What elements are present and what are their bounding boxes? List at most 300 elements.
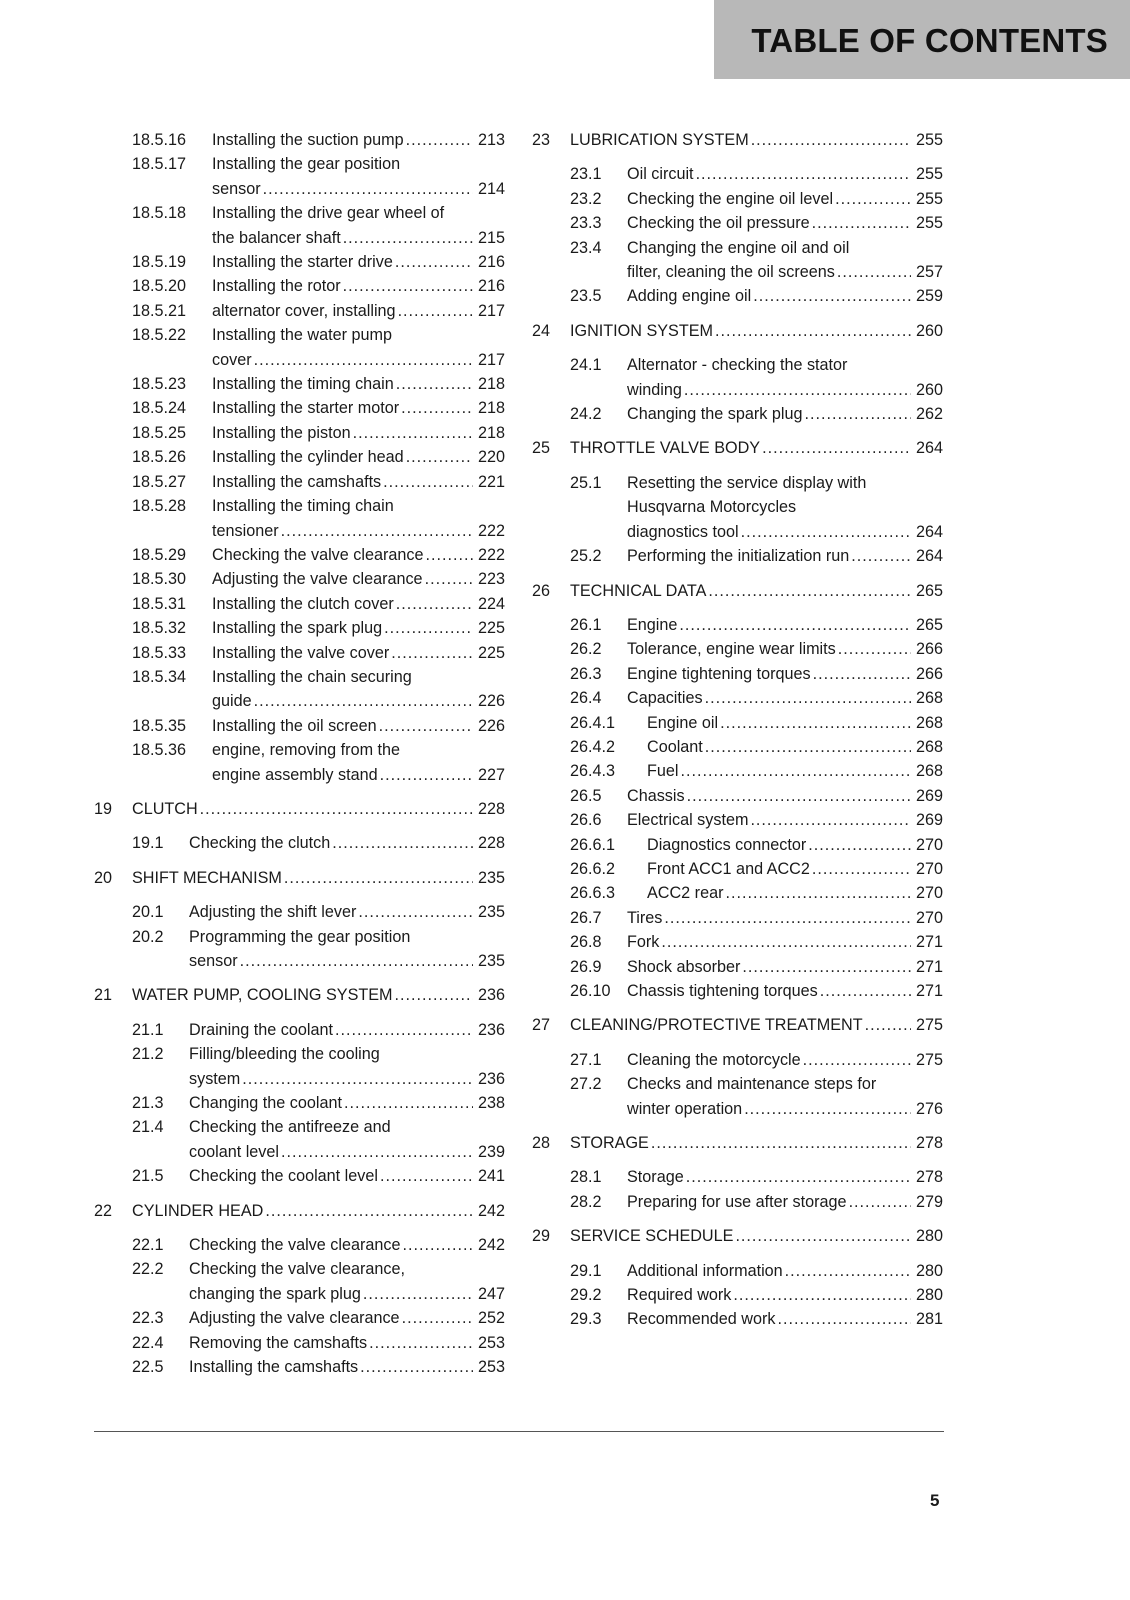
toc-number: 24.1 <box>570 356 602 375</box>
toc-title-line: Changing the spark plug <box>627 405 803 424</box>
toc-number: 24.2 <box>570 405 602 424</box>
toc-page: 255 <box>915 189 943 208</box>
toc-entry[interactable] <box>532 544 943 568</box>
toc-entry[interactable] <box>94 1257 505 1306</box>
toc-title-line: Installing the suction pump <box>212 131 404 149</box>
toc-page: 223 <box>477 570 505 589</box>
toc-entry[interactable] <box>94 250 505 274</box>
toc-title-line: engine, removing from the <box>212 741 401 760</box>
toc-page: 215 <box>477 228 505 247</box>
toc-title-line: Installing the timing chain <box>212 497 394 516</box>
toc-chapter[interactable] <box>532 1131 943 1155</box>
page-title: TABLE OF CONTENTS <box>751 22 1108 59</box>
toc-page: 214 <box>477 179 505 198</box>
toc-entry[interactable] <box>94 1355 505 1379</box>
toc-page: 260 <box>915 321 943 340</box>
toc-entry[interactable] <box>94 1042 505 1091</box>
dot-leader <box>343 274 473 298</box>
toc-title-line: Installing the timing chain <box>212 375 394 394</box>
toc-page: 242 <box>477 1236 505 1255</box>
toc-number: 20.2 <box>132 927 164 946</box>
toc-title-line: diagnostics tool <box>627 522 739 541</box>
toc-entry[interactable] <box>94 567 505 591</box>
toc-number: 18.5.18 <box>132 204 187 223</box>
toc-page: 218 <box>477 423 505 442</box>
toc-number: 23.4 <box>570 238 602 257</box>
dot-leader <box>380 763 473 787</box>
toc-title-line: Programming the gear position <box>189 927 411 946</box>
toc-number: 18.5.26 <box>132 448 187 467</box>
dot-leader <box>687 784 911 808</box>
toc-title-line: Electrical system <box>627 811 749 830</box>
toc-entry[interactable] <box>94 1331 505 1355</box>
toc-chapter[interactable] <box>532 579 943 603</box>
dot-leader <box>735 1224 911 1248</box>
dot-leader <box>402 1233 473 1257</box>
toc-title-line: Additional information <box>627 1261 783 1280</box>
toc-entry[interactable] <box>94 831 505 855</box>
toc-page: 268 <box>915 737 943 756</box>
toc-page: 217 <box>477 350 505 369</box>
toc-page: 235 <box>477 952 505 970</box>
toc-page: 266 <box>915 640 943 659</box>
dot-leader <box>353 421 473 445</box>
toc-title-line: Engine tightening torques <box>627 664 811 683</box>
toc-entry[interactable] <box>532 613 943 637</box>
toc-title-line: Installing the drive gear wheel of <box>212 204 445 223</box>
dot-leader <box>379 714 473 738</box>
dot-leader <box>369 1331 473 1355</box>
dot-leader <box>803 1048 911 1072</box>
toc-number: 28.1 <box>570 1168 602 1187</box>
toc-page: 280 <box>915 1227 943 1246</box>
toc-title-line: system <box>189 1069 241 1088</box>
toc-entry[interactable] <box>94 616 505 640</box>
page-number: 5 <box>930 1491 940 1510</box>
toc-number: 26.5 <box>570 786 602 805</box>
toc-page: 227 <box>477 765 505 784</box>
toc-entry[interactable] <box>94 1233 505 1257</box>
toc-entry[interactable] <box>94 1115 505 1164</box>
toc-entry[interactable] <box>94 470 505 494</box>
toc-chapter[interactable] <box>532 128 943 152</box>
toc-page: 262 <box>915 405 943 424</box>
toc-title-line: sensor <box>212 179 261 198</box>
toc-number: 22.1 <box>132 1236 164 1255</box>
toc-entry[interactable] <box>532 979 943 1003</box>
toc-number: 18.5.31 <box>132 594 187 613</box>
toc-title-line: tensioner <box>212 521 279 540</box>
dot-leader <box>820 979 911 1003</box>
toc-number: 23.2 <box>570 189 602 208</box>
toc-page: 270 <box>915 835 943 854</box>
toc-title-line: guide <box>212 692 252 711</box>
dot-leader <box>281 1140 473 1164</box>
toc-entry[interactable] <box>94 152 505 201</box>
toc-entry[interactable] <box>94 421 505 445</box>
toc-title-line: Performing the initialization run <box>627 547 850 566</box>
toc-title-line: Coolant <box>647 737 703 756</box>
toc-title-line: Engine <box>627 615 678 634</box>
dot-leader <box>681 759 912 783</box>
toc-number: 28.2 <box>570 1192 602 1211</box>
dot-leader <box>679 613 911 637</box>
toc-entry[interactable] <box>532 930 943 954</box>
toc-entry[interactable] <box>94 641 505 665</box>
toc-number: 26.6.2 <box>570 859 616 878</box>
toc-page: 216 <box>477 253 505 272</box>
dot-leader <box>715 319 911 343</box>
toc-entry[interactable] <box>94 714 505 738</box>
toc-title-line: Checking the clutch <box>189 834 331 853</box>
toc-page: 225 <box>477 643 505 662</box>
dot-leader <box>401 396 473 420</box>
toc-page: 275 <box>915 1050 943 1069</box>
dot-leader <box>254 689 473 713</box>
toc-title-line: the balancer shaft <box>212 228 341 247</box>
toc-number: 27 <box>532 1016 551 1035</box>
dot-leader <box>838 637 911 661</box>
toc-title-line: Removing the camshafts <box>189 1333 368 1352</box>
toc-entry[interactable] <box>532 1048 943 1072</box>
toc-number: 24 <box>532 321 551 340</box>
toc-page: 228 <box>477 834 505 853</box>
toc-chapter[interactable] <box>94 866 505 890</box>
toc-number: 29.1 <box>570 1261 602 1280</box>
toc-number: 18.5.21 <box>132 301 187 320</box>
toc-number: 22.5 <box>132 1358 164 1377</box>
toc-entry[interactable] <box>532 211 943 235</box>
toc-title-line: Chassis <box>627 786 685 805</box>
toc-number: 26.6 <box>570 811 602 830</box>
toc-entry[interactable] <box>94 592 505 616</box>
toc-page: 280 <box>915 1261 943 1280</box>
toc-page: 226 <box>477 716 505 735</box>
toc-entry[interactable] <box>532 833 943 857</box>
toc-entry[interactable] <box>532 236 943 285</box>
toc-title-line: cover <box>212 350 252 369</box>
dot-leader <box>708 579 911 603</box>
toc-chapter[interactable] <box>532 1224 943 1248</box>
toc-title-line: sensor <box>189 952 238 970</box>
toc-page: 270 <box>915 908 943 927</box>
toc-title-line: Draining the coolant <box>189 1020 333 1039</box>
dot-leader <box>335 1018 473 1042</box>
toc-entry[interactable] <box>94 372 505 396</box>
dot-leader <box>360 1355 473 1379</box>
toc-left-column <box>94 128 505 1380</box>
toc-number: 22 <box>94 1201 113 1220</box>
toc-entry[interactable] <box>94 1018 505 1042</box>
dot-leader <box>391 641 473 665</box>
toc-number: 26.4.1 <box>570 713 616 732</box>
toc-entry[interactable] <box>94 1306 505 1330</box>
toc-title-line: Adjusting the shift lever <box>189 903 357 922</box>
toc-page: 264 <box>915 439 943 458</box>
toc-entry[interactable] <box>94 543 505 567</box>
dot-leader <box>343 226 473 250</box>
toc-right-column <box>532 128 943 1332</box>
toc-title-line: alternator cover, installing <box>212 301 396 320</box>
toc-title-line: Required work <box>627 1286 732 1305</box>
toc-page: 224 <box>477 594 505 613</box>
toc-title-line: winding <box>627 380 682 399</box>
toc-number: 19 <box>94 799 113 818</box>
dot-leader <box>751 128 911 152</box>
toc-page: 269 <box>915 786 943 805</box>
toc-number: 27.1 <box>570 1050 602 1069</box>
dot-leader <box>406 445 473 469</box>
toc-page: 236 <box>477 1020 505 1039</box>
dot-leader <box>705 735 911 759</box>
toc-title-line: CLEANING/PROTECTIVE TREATMENT <box>570 1016 863 1035</box>
toc-page: 217 <box>477 301 505 320</box>
toc-page: 271 <box>915 982 943 1000</box>
dot-leader <box>684 378 911 402</box>
dot-leader <box>849 1190 911 1214</box>
dot-leader <box>200 797 473 821</box>
toc-entry[interactable] <box>532 284 943 308</box>
dot-leader <box>725 881 911 905</box>
toc-title-line: Tolerance, engine wear limits <box>627 640 836 659</box>
toc-title-line: Tires <box>627 908 663 927</box>
toc-page: 235 <box>477 903 505 922</box>
toc-title-line: Fork <box>627 933 660 952</box>
toc-page: 271 <box>915 933 943 952</box>
dot-leader <box>813 662 911 686</box>
dot-leader <box>733 1283 911 1307</box>
toc-number: 23.5 <box>570 287 602 306</box>
toc-entry[interactable] <box>532 857 943 881</box>
footer-divider <box>94 1431 944 1432</box>
toc-title-line: Installing the gear position <box>212 155 401 174</box>
toc-chapter[interactable] <box>94 1199 505 1223</box>
toc-number: 29 <box>532 1227 551 1246</box>
toc-title-line: Installing the valve cover <box>212 643 390 662</box>
toc-page: 238 <box>477 1094 505 1113</box>
toc-title-line: TECHNICAL DATA <box>570 581 707 600</box>
toc-number: 26.9 <box>570 957 602 976</box>
dot-leader <box>284 866 473 890</box>
toc-entry[interactable] <box>532 711 943 735</box>
toc-entry[interactable] <box>532 187 943 211</box>
toc-entry[interactable] <box>94 323 505 372</box>
toc-page: 221 <box>477 472 505 491</box>
dot-leader <box>651 1131 911 1155</box>
toc-title-line: Installing the chain securing <box>212 667 412 686</box>
toc-title-line: Adjusting the valve clearance <box>212 570 423 589</box>
toc-number: 25.2 <box>570 547 602 566</box>
toc-title-line: Capacities <box>627 689 703 708</box>
toc-number: 18.5.36 <box>132 741 187 760</box>
dot-leader <box>741 520 911 544</box>
toc-entry[interactable] <box>94 1091 505 1115</box>
toc-title-line: filter, cleaning the oil screens <box>627 263 835 282</box>
toc-entry[interactable] <box>532 906 943 930</box>
toc-entry[interactable] <box>532 471 943 544</box>
toc-entry[interactable] <box>94 396 505 420</box>
toc-entry[interactable] <box>94 445 505 469</box>
toc-entry[interactable] <box>532 353 943 402</box>
toc-number: 18.5.29 <box>132 545 187 564</box>
toc-title-line: Adding engine oil <box>627 287 752 306</box>
dot-leader <box>705 686 911 710</box>
toc-number: 26.2 <box>570 640 602 659</box>
toc-title-line: Installing the oil screen <box>212 716 377 735</box>
dot-leader <box>406 128 473 152</box>
toc-title-line: Checking the antifreeze and <box>189 1118 391 1137</box>
toc-title-line: Front ACC1 and ACC2 <box>647 859 810 878</box>
toc-page: 278 <box>915 1134 943 1153</box>
toc-entry[interactable] <box>94 128 505 152</box>
toc-entry[interactable] <box>94 900 505 924</box>
toc-number: 23.3 <box>570 214 602 233</box>
toc-page: 269 <box>915 811 943 830</box>
toc-page: 220 <box>477 448 505 467</box>
toc-page: 213 <box>477 131 505 149</box>
toc-entry[interactable] <box>532 1072 943 1121</box>
dot-leader <box>398 299 473 323</box>
toc-page: 242 <box>477 1201 505 1220</box>
toc-page: 268 <box>915 689 943 708</box>
toc-entry[interactable] <box>532 881 943 905</box>
toc-entry[interactable] <box>532 1190 943 1214</box>
dot-leader <box>395 983 473 1007</box>
toc-title-line: Shock absorber <box>627 957 741 976</box>
toc-page: 264 <box>915 547 943 566</box>
toc-title-line: Checking the engine oil level <box>627 189 834 208</box>
toc-title-line: Storage <box>627 1168 684 1187</box>
toc-entry[interactable] <box>532 686 943 710</box>
toc-entry[interactable] <box>532 662 943 686</box>
toc-entry[interactable] <box>94 494 505 543</box>
toc-entry[interactable] <box>532 735 943 759</box>
toc-number: 21 <box>94 986 113 1005</box>
toc-page: 265 <box>915 581 943 600</box>
toc-chapter[interactable] <box>532 436 943 460</box>
toc-number: 22.3 <box>132 1309 164 1328</box>
toc-number: 18.5.28 <box>132 497 187 516</box>
toc-entry[interactable] <box>94 738 505 787</box>
toc-page: 253 <box>477 1358 505 1377</box>
dot-leader <box>812 211 911 235</box>
dot-leader <box>281 519 473 543</box>
toc-entry[interactable] <box>94 665 505 714</box>
dot-leader <box>242 1067 473 1091</box>
toc-page: 255 <box>915 131 943 149</box>
toc-chapter[interactable] <box>94 983 505 1007</box>
dot-leader <box>744 1097 911 1121</box>
toc-number: 18.5.24 <box>132 399 187 418</box>
toc-chapter[interactable] <box>532 1013 943 1037</box>
toc-page: 218 <box>477 375 505 394</box>
toc-entry[interactable] <box>532 1259 943 1283</box>
toc-number: 18.5.25 <box>132 423 187 442</box>
toc-number: 18.5.19 <box>132 253 187 272</box>
toc-page: 255 <box>915 214 943 233</box>
toc-title-line: engine assembly stand <box>212 765 378 784</box>
toc-number: 26.6.3 <box>570 884 616 903</box>
toc-entry[interactable] <box>532 1165 943 1189</box>
toc-number: 23.1 <box>570 165 602 184</box>
toc-entry[interactable] <box>532 637 943 661</box>
dot-leader <box>661 930 911 954</box>
toc-entry[interactable] <box>532 759 943 783</box>
toc-number: 22.2 <box>132 1260 164 1279</box>
toc-page: 239 <box>477 1142 505 1161</box>
toc-entry[interactable] <box>532 402 943 426</box>
toc-entry[interactable] <box>94 1164 505 1188</box>
toc-number: 25.1 <box>570 473 602 492</box>
toc-number: 26 <box>532 581 551 600</box>
toc-number: 18.5.32 <box>132 619 187 638</box>
toc-title-line: Filling/bleeding the cooling <box>189 1045 380 1064</box>
toc-entry[interactable] <box>532 955 943 979</box>
toc-entry[interactable] <box>532 1283 943 1307</box>
toc-page: 270 <box>915 884 943 903</box>
toc-number: 18.5.22 <box>132 326 187 345</box>
dot-leader <box>240 949 473 973</box>
toc-entry[interactable] <box>532 1307 943 1331</box>
toc-page: 247 <box>477 1284 505 1303</box>
toc-number: 18.5.16 <box>132 131 187 149</box>
dot-leader <box>696 162 911 186</box>
toc-number: 21.1 <box>132 1020 164 1039</box>
toc-title-line: Installing the cylinder head <box>212 448 404 467</box>
toc-number: 21.4 <box>132 1118 164 1137</box>
toc-title-line: Oil circuit <box>627 165 694 184</box>
toc-number: 21.3 <box>132 1094 164 1113</box>
toc-page: 260 <box>915 380 943 399</box>
toc-number: 21.2 <box>132 1045 164 1064</box>
dot-leader <box>753 284 911 308</box>
toc-title-line: Installing the camshafts <box>189 1358 359 1377</box>
dot-leader <box>835 187 911 211</box>
toc-page: 236 <box>477 1069 505 1088</box>
dot-leader <box>750 808 911 832</box>
dot-leader <box>742 955 911 979</box>
toc-title-line: Checks and maintenance steps for <box>627 1075 877 1094</box>
dot-leader <box>425 567 473 591</box>
dot-leader <box>254 348 473 372</box>
toc-number: 26.10 <box>570 982 611 1000</box>
toc-chapter[interactable] <box>94 797 505 821</box>
toc-page: 281 <box>915 1310 943 1329</box>
toc-number: 26.1 <box>570 615 602 634</box>
toc-page: 226 <box>477 692 505 711</box>
toc-entry[interactable] <box>94 299 505 323</box>
toc-page: 268 <box>915 762 943 781</box>
toc-entry[interactable] <box>532 162 943 186</box>
dot-leader <box>344 1091 473 1115</box>
toc-page: 241 <box>477 1167 505 1186</box>
toc-page: 257 <box>915 263 943 282</box>
toc-number: 18.5.33 <box>132 643 187 662</box>
toc-number: 25 <box>532 439 551 458</box>
toc-entry[interactable] <box>532 784 943 808</box>
toc-entry[interactable] <box>94 925 505 974</box>
toc-page: 276 <box>915 1099 943 1118</box>
toc-title-line: Installing the starter drive <box>212 253 393 272</box>
toc-page: 222 <box>477 545 505 564</box>
toc-entry[interactable] <box>94 201 505 250</box>
toc-number: 28 <box>532 1134 551 1153</box>
toc-entry[interactable] <box>94 274 505 298</box>
toc-entry[interactable] <box>532 808 943 832</box>
toc-chapter[interactable] <box>532 319 943 343</box>
dot-leader <box>265 1199 473 1223</box>
toc-title-line: Recommended work <box>627 1310 776 1329</box>
